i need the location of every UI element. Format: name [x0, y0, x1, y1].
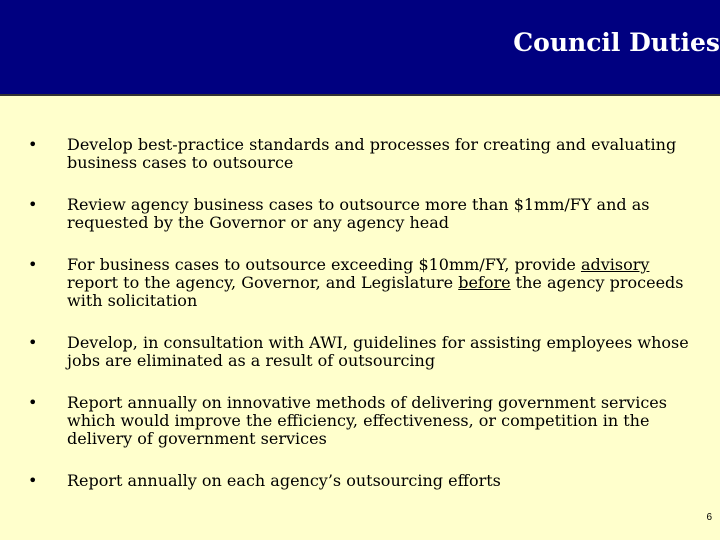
bullet-marker: •	[28, 135, 38, 154]
bullet-text: Develop, in consultation with AWI, guidelines for assisting employees whose jobs are eliminated as a result of outsourcing	[67, 333, 689, 370]
bullet-text: Report annually on each agency’s outsourcing efforts	[67, 471, 501, 490]
underlined-word-advisory: advisory	[580, 255, 650, 274]
bullet-marker: •	[28, 333, 38, 352]
bullet-text: Develop best-practice standards and processes for creating and evaluating business cases to outsource	[67, 135, 677, 172]
bullet-marker: •	[28, 471, 38, 490]
bullet-text-part: For business cases to outsource exceeding $10mm/FY, provide	[67, 255, 581, 274]
bullet-text	[67, 256, 697, 310]
title-bar	[0, 0, 720, 96]
underlined-word-before: before	[458, 273, 511, 292]
page-title: Council Duties	[513, 28, 720, 57]
page-number: 6	[706, 512, 712, 523]
bullet-marker: •	[28, 393, 38, 412]
bullet-marker: •	[28, 195, 38, 214]
bullet-text: Review agency business cases to outsource more than $1mm/FY and as requested by the Governor or any agency head	[67, 195, 650, 232]
bullet-marker: •	[28, 255, 38, 274]
bullet-text: Report annually on innovative methods of delivering government services which would improve the efficiency, effectiveness, or competition in the delivery of government services	[67, 393, 667, 448]
bullet-text-part: report to the agency, Governor, and Legislature	[67, 273, 459, 292]
bullet-text-part: the agency proceeds with solicitation	[67, 273, 684, 310]
